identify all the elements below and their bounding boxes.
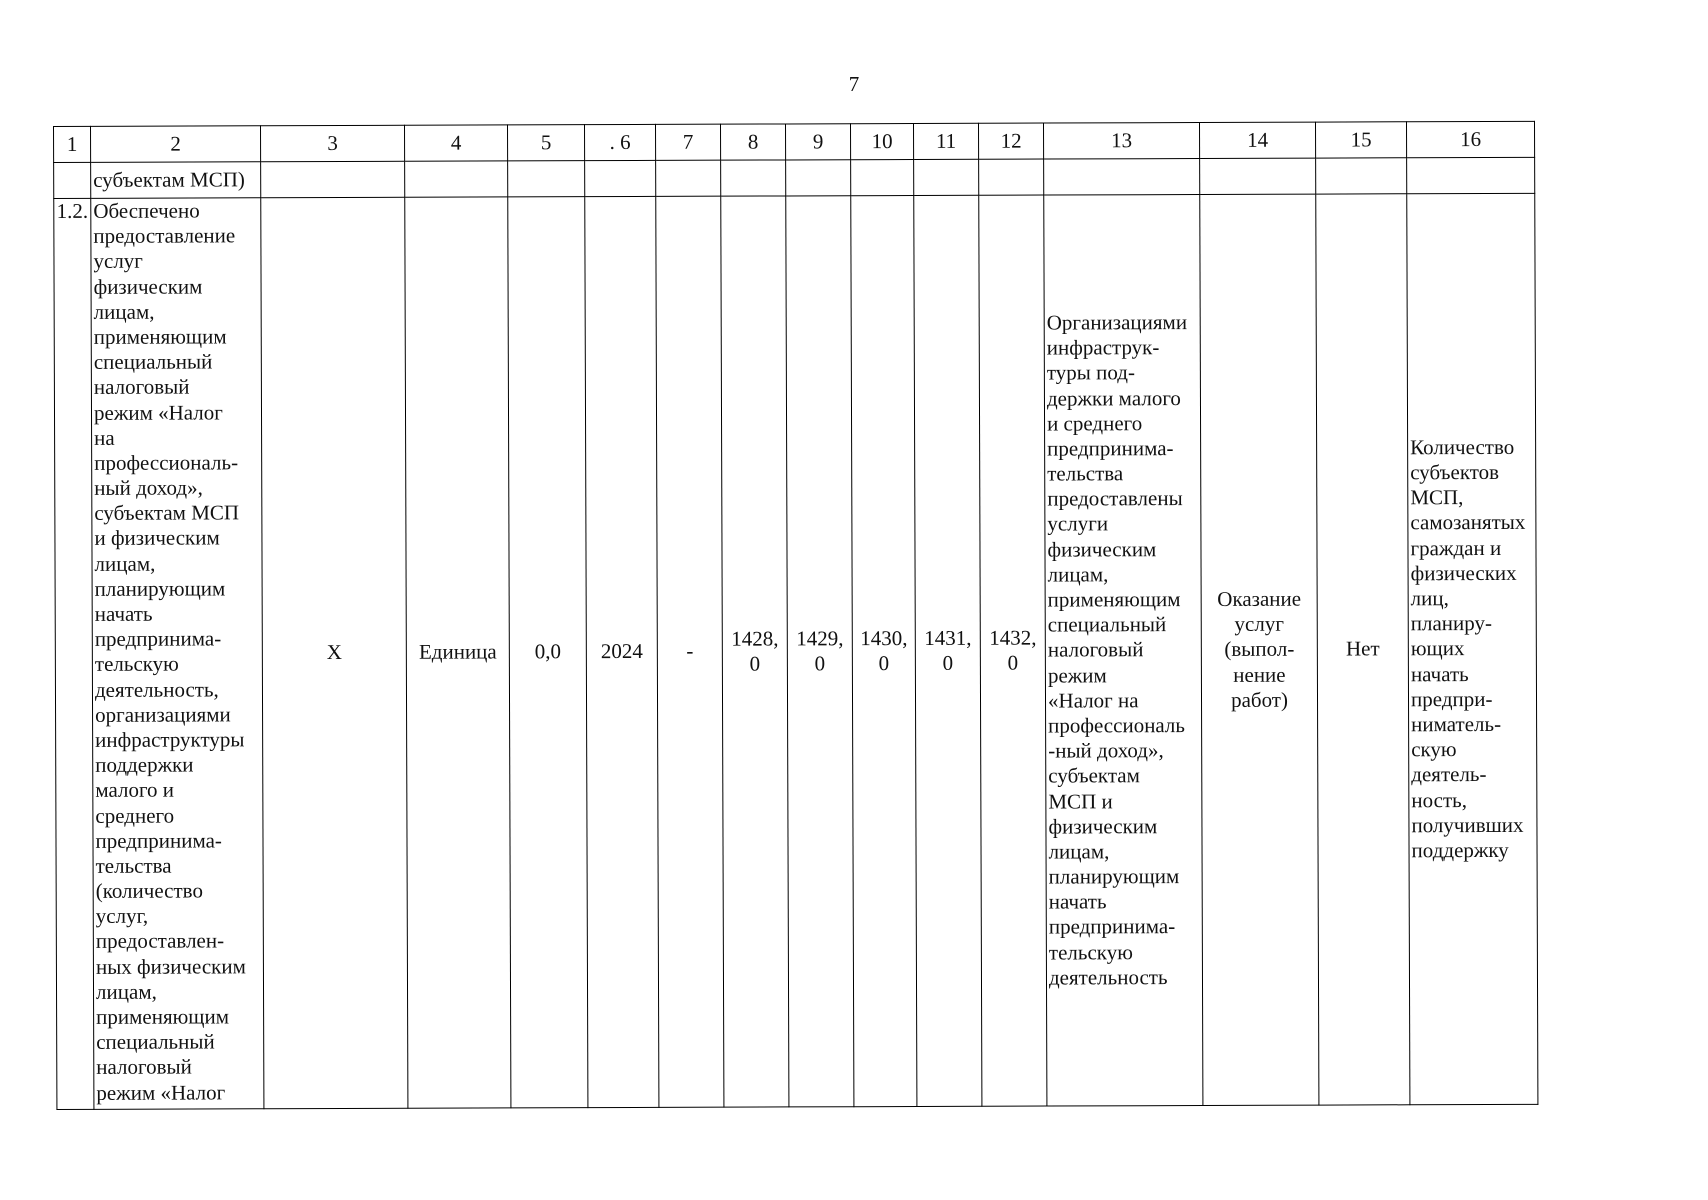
cont-cell-16 (1407, 157, 1535, 193)
value-2025-cell: 1428, 0 (721, 196, 789, 1107)
header-cell-5: 5 (507, 125, 584, 161)
row-number-cell: 1.2. (54, 198, 94, 1109)
unit-cell: Единица (405, 197, 511, 1108)
cont-cell-7 (656, 160, 721, 196)
header-cell-9: 9 (785, 124, 850, 160)
table-row (54, 193, 1538, 1109)
cont-cell-9 (786, 160, 851, 196)
header-cell-15: 15 (1315, 122, 1406, 158)
header-cell-13: 13 (1043, 122, 1199, 159)
header-cell-6: . 6 (584, 124, 655, 160)
page-number: 7 (848, 72, 860, 96)
cont-cell-5 (508, 161, 585, 197)
header-cell-1: 1 (54, 126, 91, 162)
header-cell-10: 10 (850, 123, 913, 159)
header-cell-2: 2 (91, 126, 261, 163)
cont-cell-13 (1044, 158, 1200, 195)
header-cell-8: 8 (720, 124, 785, 160)
header-cell-4: 4 (404, 125, 507, 161)
value-2029-cell: 1432, 0 (979, 195, 1047, 1106)
cont-cell-2: субъектам МСП) (91, 162, 261, 199)
cont-cell-4 (405, 161, 508, 197)
value-2026-cell: 1429, 0 (786, 196, 854, 1107)
header-cell-12: 12 (978, 123, 1043, 159)
cont-cell-8 (721, 160, 786, 196)
col3-cell: X (261, 197, 408, 1108)
cont-cell-14 (1200, 158, 1316, 194)
cont-cell-10 (851, 159, 914, 195)
value-2028-cell: 1431, 0 (914, 195, 982, 1106)
base-value-cell: 0,0 (508, 197, 588, 1108)
cont-cell-1 (54, 162, 91, 198)
cont-cell-3 (261, 161, 405, 198)
header-row (54, 121, 1535, 162)
col7-cell: - (656, 196, 724, 1107)
cont-cell-12 (979, 159, 1044, 195)
header-cell-7: 7 (655, 124, 720, 160)
characteristic-cell: Организациями инфраструк- туры под- держки малого и среднего предпринима- тельства предоставлены услуги физическим лицам, применяющим специальный налоговый режим «Налог на профессиональ -ный доход», субъектам МСП и физическим лицам, планирующим начать предпринима- тельскую деятельность (1044, 194, 1203, 1106)
data-table (53, 121, 1538, 1110)
type-cell: Оказание услуг (выпол- нение работ) (1200, 194, 1319, 1105)
cont-cell-6 (585, 160, 656, 196)
header-cell-3: 3 (261, 125, 405, 162)
result-description-cell: Обеспечено предоставление услуг физическим лицам, применяющим специальный налоговый режим «Налог на профессиональ- ный доход», субъектам МСП и физическим лицам, планирующим начать предпринима- тельскую деятельность, организациями инфраструктуры поддержки малого и среднего предпринима- тельства (количество услуг, предоставлен- ных физическим лицам, применяющим специальный налоговый режим «Налог (91, 198, 264, 1110)
cont-cell-15 (1316, 158, 1407, 194)
header-cell-16: 16 (1406, 121, 1534, 157)
value-2027-cell: 1430, 0 (851, 195, 917, 1106)
flag-cell: Нет (1316, 194, 1410, 1105)
year-cell: 2024 (585, 196, 659, 1107)
cont-cell-11 (914, 159, 979, 195)
indicator-cell: Количество субъектов МСП, самозанятых граждан и физических лиц, планиру- ющих начать предпри- ниматель- скую деятель- ность, получивших поддержку (1407, 193, 1538, 1104)
header-cell-11: 11 (913, 123, 978, 159)
continuation-row (54, 157, 1535, 198)
header-cell-14: 14 (1199, 122, 1315, 158)
